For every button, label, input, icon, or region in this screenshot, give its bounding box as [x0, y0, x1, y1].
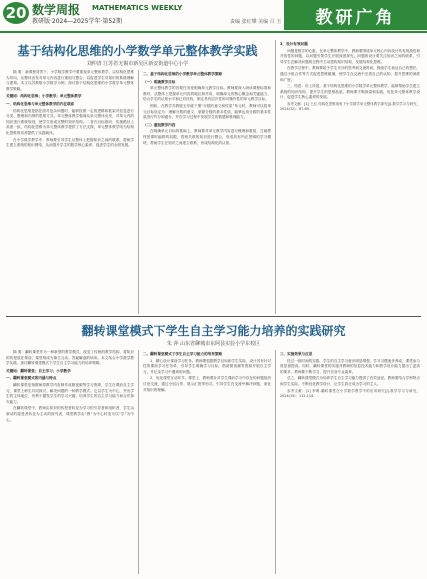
edition-info: 教研版·2024—2025学年·第52期	[32, 18, 122, 25]
article1-column-3	[280, 40, 420, 308]
article2-keywords: 关键词：翻转课堂；自主学习；小学数学	[6, 368, 71, 373]
article1-col2-subheading-2: （二）重组教学内容	[143, 122, 176, 127]
article1-col3-subheading: 3．设计有效问题	[280, 42, 308, 46]
article1-title: 基于结构化思维的小学数学单元整体教学实践	[17, 44, 258, 58]
article1-section1-heading: 一、结构化思维与单元整体教学的内在联系	[6, 101, 75, 106]
header-rule	[0, 31, 427, 33]
article2-column-3	[280, 350, 420, 574]
article2-col3-body2: 总之，翻转课堂模式为培养学生自主学习能力提供了有效途径。教师要结合学科特点和学生实际，不断优化教学设计，让学生真正成为学习的主人。	[280, 376, 420, 386]
article1-references: 参考文献：[1] 王红.结构化思维视角下小学数学单元整体教学探究[J].数学学习与研究，2024(12)：67-69.	[280, 101, 420, 111]
article2-col3-heading: 三、实施效果与反思	[280, 352, 313, 356]
article2-col1-body2: 在翻转课堂中，教师由知识的传授者转变为学习的引导者和组织者，学生由被动的接受者转变为主动的探究者，课堂教学由“教”为中心转变为以“学”为中心。	[6, 406, 134, 422]
article1-col2-body-2: 例如，在教学苏教版五年级下册“分数的意义和性质”单元时，教师可以将单元目标设定为：理解分数的意义，掌握分数的基本性质，能够运用分数的基本性质进行约分和通分，并在学习过程中发展学生的数感和推理能力。	[143, 103, 271, 120]
masthead	[0, 0, 427, 33]
article1-author: 刘仲清 江苏省无锡市新吴区新安街道中心小学	[86, 61, 189, 67]
article1-section1-body: 结构化思维是指在面对复杂问题时，能够按照一定的逻辑和框架对信息进行分类、整理和归纳的思维方式。单元整体教学强调从单元整体出发，对单元内的知识进行系统规划，使学生形成完整的知识结构。二者在目标指向、实施路径上高度一致，结构化思维为单元整体教学提供了方法支撑，单元整体教学则为结构化思维的培养提供了实践载体。	[6, 108, 134, 135]
paper-name-english: MATHEMATICS WEEKLY	[92, 4, 183, 12]
article1-keywords: 关键词：结构化思维；小学数学；单元整体教学	[6, 94, 82, 99]
article2-col1-body: 翻转课堂是指教师将教学内容制作成微视频等学习资源，学生在课前自主学习，课堂上师生共同探讨、解决问题的一种教学模式。它以学生为中心，突出学生的主体地位，有利于激发学生的学习兴趣，培养学生的自主学习能力和合作探究能力。	[6, 382, 134, 404]
editor-credits: 责编 张红攀 美编 吕 玉	[230, 19, 282, 25]
article1-col2-body-3: 在明确单元目标的基础上，教师要对单元教学内容进行梳理和重组，打破教材按课时编排的局限，将相关联的知识进行整合，形成具有内在逻辑的学习模块，帮助学生在知识之间建立联系，形成结构化的认知。	[143, 129, 271, 145]
article2-col1-heading: 一、翻转课堂模式的内涵与特点	[6, 376, 57, 381]
column-divider	[275, 350, 276, 574]
article1-col2-subheading-1: （一）明确教学目标	[143, 79, 176, 84]
article1-section1-body2: 在小学数学教学中，教师要引导学生从整体上把握知识之间的联系，帮助学生建立系统的知识网络，从而提升学生的数学核心素养，促进学生的全面发展。	[6, 137, 134, 148]
article2-col2-body2: 2．优化课堂互动环节。课堂上，教师要针对学生课前学习中存在的问题组织讨论交流，通过小组合作、展示汇报等形式，引导学生在交流中解决问题，深化对知识的理解。	[143, 376, 271, 392]
article2-title: 翻转课堂模式下学生自主学习能力培养的实践研究	[81, 324, 346, 338]
paper-name: 数学周报	[32, 3, 81, 17]
article2-col3-body: 经过一段时间的实践，学生的自主学习意识明显增强，学习习惯逐步养成，课堂参与度显著提高。同时，翻转课堂的实施对教师的信息技术能力和教学设计能力提出了更高的要求，教师要不断学习，提升自身专业素养。	[280, 358, 420, 374]
column-banner	[284, 0, 427, 30]
article1-col3-body-2: 在教学过程中，教师要给予学生充分的思考和交流时间，鼓励学生表达自己的想法，通过小组合作等方式促进思维碰撞，使学生在交流中完善自己的认知，提升思维的深度和广度。	[280, 66, 420, 82]
article1-col3-body-1: 问题是数学的心脏。在单元整体教学中，教师要围绕单元核心内容设计具有挑战性和开放性的问题，以问题引领学生开展深度探究。问题的设计要关注知识之间的联系，引导学生在解决问题的过程中主动建构知识结构，发展结构化思维。	[280, 48, 420, 64]
article2-col2-heading: 二、翻转课堂模式下学生自主学习能力的培养策略	[143, 352, 223, 356]
article2-col2-body: 1．精心设计课前学习任务。教师要根据教学目标和学生实际，设计具有针对性的课前学习任务单，引导学生明确学习目标，借助微视频等资源开展自主学习，并记录学习中遇到的问题。	[143, 358, 271, 374]
column-banner-text: 教研广角	[315, 8, 396, 28]
article1-col3-body-3: 三、结语：综上所述，基于结构化思维的小学数学单元整体教学，能够帮助学生建立系统的知识结构，提升学生的思维品质。教师要不断探索和实践，优化单元整体教学设计，促进学生核心素养的发展。	[280, 84, 420, 100]
article2-column-1	[6, 350, 134, 574]
article1-abstract: 摘 要：新课程背景下，小学数学教学中要重视单元整体教学，以结构化思维为导向，从整体出发对单元内容进行重组与整合，以促进学生对知识的系统理解与建构。本文以苏教版小学数学为例，探讨基于结构化思维的小学数学单元整体教学策略。	[6, 70, 134, 91]
article2-author: 朱 萍 山东省聊城市东阿县实验小学东校区	[166, 341, 261, 347]
column-divider	[138, 350, 139, 574]
article2-abstract: 摘 要：翻转课堂作为一种新型的教学模式，改变了传统的教学结构，将知识的传授放在课前，课堂则成为师生互动、答疑解惑的场所。本文结合小学数学教学实践，探讨翻转课堂模式下学生自主学习能力的培养策略。	[6, 350, 134, 366]
article1-column-2	[143, 70, 271, 314]
article1-col2-heading: 二、基于结构化思维的小学数学单元整体教学策略	[143, 72, 223, 76]
column-divider	[138, 70, 139, 314]
article1-col2-body-1: 单元整体教学的首要任务是明确单元教学目标。教师要深入研读课程标准和教材，从整体上把握单元内容的地位和作用，明确单元的核心概念和关键能力，结合学生的认知水平和已有经验，制定具有层次性和可操作性的单元教学目标。	[143, 86, 271, 102]
page-number: 20	[3, 2, 29, 24]
article2-references: 参考文献：[1] 李明.翻转课堂在小学数学教学中的应用研究[J].数学学习与研究，2024(15)：112-114.	[280, 388, 420, 398]
article2-column-2	[143, 350, 271, 574]
column-divider	[275, 40, 276, 314]
article-separator	[6, 316, 421, 317]
article1-column-1	[6, 70, 134, 314]
